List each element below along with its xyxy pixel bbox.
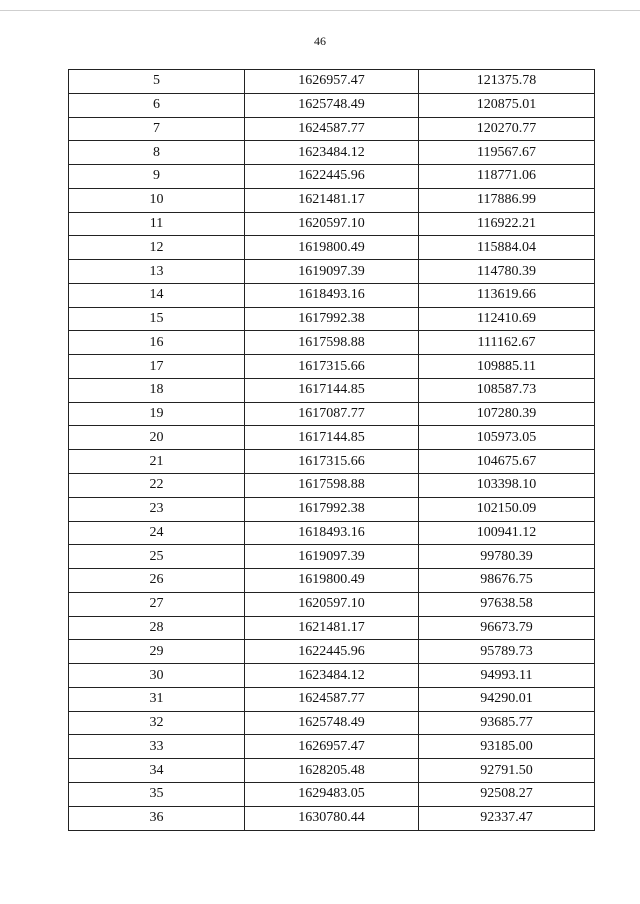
point-number-cell: 13 (69, 260, 245, 284)
y-coordinate-cell: 98676.75 (419, 569, 595, 593)
table-row (69, 70, 595, 94)
x-coordinate-cell: 1628205.48 (245, 759, 419, 783)
x-coordinate-cell: 1626957.47 (245, 735, 419, 759)
x-coordinate-cell: 1622445.96 (245, 165, 419, 189)
y-coordinate-cell: 95789.73 (419, 640, 595, 664)
page-number: 46 (314, 34, 326, 48)
point-number-cell: 28 (69, 616, 245, 640)
y-coordinate-cell: 113619.66 (419, 283, 595, 307)
point-number-cell: 22 (69, 474, 245, 498)
point-number-cell: 8 (69, 141, 245, 165)
x-coordinate-cell: 1617992.38 (245, 307, 419, 331)
y-coordinate-cell: 92791.50 (419, 759, 595, 783)
point-number-cell: 18 (69, 378, 245, 402)
y-coordinate-cell: 100941.12 (419, 521, 595, 545)
table-row (69, 616, 595, 640)
x-coordinate-cell: 1617144.85 (245, 426, 419, 450)
x-coordinate-cell: 1620597.10 (245, 592, 419, 616)
point-number-cell: 10 (69, 188, 245, 212)
point-number-cell: 31 (69, 687, 245, 711)
table-body (69, 70, 595, 831)
table-row (69, 188, 595, 212)
point-number-cell: 7 (69, 117, 245, 141)
y-coordinate-cell: 105973.05 (419, 426, 595, 450)
x-coordinate-cell: 1625748.49 (245, 93, 419, 117)
table-row (69, 212, 595, 236)
y-coordinate-cell: 120875.01 (419, 93, 595, 117)
top-border-line (0, 10, 640, 11)
table-row (69, 426, 595, 450)
table-row (69, 735, 595, 759)
table-row (69, 664, 595, 688)
point-number-cell: 6 (69, 93, 245, 117)
y-coordinate-cell: 102150.09 (419, 497, 595, 521)
x-coordinate-cell: 1630780.44 (245, 806, 419, 830)
table-row (69, 592, 595, 616)
y-coordinate-cell: 115884.04 (419, 236, 595, 260)
point-number-cell: 23 (69, 497, 245, 521)
point-number-cell: 24 (69, 521, 245, 545)
y-coordinate-cell: 93685.77 (419, 711, 595, 735)
y-coordinate-cell: 108587.73 (419, 378, 595, 402)
x-coordinate-cell: 1618493.16 (245, 521, 419, 545)
x-coordinate-cell: 1617598.88 (245, 474, 419, 498)
table-row (69, 569, 595, 593)
table-row (69, 402, 595, 426)
table-row (69, 711, 595, 735)
point-number-cell: 12 (69, 236, 245, 260)
x-coordinate-cell: 1626957.47 (245, 70, 419, 94)
x-coordinate-cell: 1619097.39 (245, 260, 419, 284)
point-number-cell: 26 (69, 569, 245, 593)
coordinates-table (68, 69, 595, 831)
y-coordinate-cell: 109885.11 (419, 355, 595, 379)
y-coordinate-cell: 99780.39 (419, 545, 595, 569)
table-row (69, 165, 595, 189)
point-number-cell: 11 (69, 212, 245, 236)
y-coordinate-cell: 92337.47 (419, 806, 595, 830)
point-number-cell: 33 (69, 735, 245, 759)
point-number-cell: 19 (69, 402, 245, 426)
x-coordinate-cell: 1617598.88 (245, 331, 419, 355)
y-coordinate-cell: 97638.58 (419, 592, 595, 616)
point-number-cell: 21 (69, 450, 245, 474)
y-coordinate-cell: 104675.67 (419, 450, 595, 474)
x-coordinate-cell: 1617144.85 (245, 378, 419, 402)
x-coordinate-cell: 1624587.77 (245, 687, 419, 711)
y-coordinate-cell: 117886.99 (419, 188, 595, 212)
x-coordinate-cell: 1618493.16 (245, 283, 419, 307)
point-number-cell: 16 (69, 331, 245, 355)
table-row (69, 283, 595, 307)
table-row (69, 236, 595, 260)
table-row (69, 117, 595, 141)
x-coordinate-cell: 1623484.12 (245, 664, 419, 688)
y-coordinate-cell: 121375.78 (419, 70, 595, 94)
table-row (69, 331, 595, 355)
point-number-cell: 9 (69, 165, 245, 189)
point-number-cell: 29 (69, 640, 245, 664)
y-coordinate-cell: 96673.79 (419, 616, 595, 640)
point-number-cell: 5 (69, 70, 245, 94)
x-coordinate-cell: 1629483.05 (245, 782, 419, 806)
y-coordinate-cell: 112410.69 (419, 307, 595, 331)
point-number-cell: 15 (69, 307, 245, 331)
point-number-cell: 27 (69, 592, 245, 616)
table-row (69, 474, 595, 498)
point-number-cell: 35 (69, 782, 245, 806)
y-coordinate-cell: 103398.10 (419, 474, 595, 498)
x-coordinate-cell: 1623484.12 (245, 141, 419, 165)
x-coordinate-cell: 1619097.39 (245, 545, 419, 569)
table-row (69, 141, 595, 165)
point-number-cell: 30 (69, 664, 245, 688)
x-coordinate-cell: 1617315.66 (245, 450, 419, 474)
point-number-cell: 17 (69, 355, 245, 379)
y-coordinate-cell: 93185.00 (419, 735, 595, 759)
point-number-cell: 20 (69, 426, 245, 450)
y-coordinate-cell: 94993.11 (419, 664, 595, 688)
y-coordinate-cell: 120270.77 (419, 117, 595, 141)
table-row (69, 687, 595, 711)
table-row (69, 497, 595, 521)
table-row (69, 355, 595, 379)
y-coordinate-cell: 114780.39 (419, 260, 595, 284)
x-coordinate-cell: 1622445.96 (245, 640, 419, 664)
y-coordinate-cell: 111162.67 (419, 331, 595, 355)
x-coordinate-cell: 1619800.49 (245, 569, 419, 593)
table-row (69, 521, 595, 545)
x-coordinate-cell: 1617315.66 (245, 355, 419, 379)
y-coordinate-cell: 118771.06 (419, 165, 595, 189)
y-coordinate-cell: 92508.27 (419, 782, 595, 806)
table-row (69, 307, 595, 331)
table-row (69, 759, 595, 783)
x-coordinate-cell: 1617992.38 (245, 497, 419, 521)
x-coordinate-cell: 1621481.17 (245, 616, 419, 640)
y-coordinate-cell: 119567.67 (419, 141, 595, 165)
table-row (69, 782, 595, 806)
point-number-cell: 34 (69, 759, 245, 783)
point-number-cell: 14 (69, 283, 245, 307)
table-row (69, 545, 595, 569)
y-coordinate-cell: 94290.01 (419, 687, 595, 711)
y-coordinate-cell: 116922.21 (419, 212, 595, 236)
x-coordinate-cell: 1617087.77 (245, 402, 419, 426)
table-row (69, 640, 595, 664)
y-coordinate-cell: 107280.39 (419, 402, 595, 426)
table-row (69, 450, 595, 474)
point-number-cell: 25 (69, 545, 245, 569)
x-coordinate-cell: 1624587.77 (245, 117, 419, 141)
x-coordinate-cell: 1621481.17 (245, 188, 419, 212)
x-coordinate-cell: 1620597.10 (245, 212, 419, 236)
x-coordinate-cell: 1619800.49 (245, 236, 419, 260)
point-number-cell: 32 (69, 711, 245, 735)
table-row (69, 260, 595, 284)
point-number-cell: 36 (69, 806, 245, 830)
x-coordinate-cell: 1625748.49 (245, 711, 419, 735)
table-row (69, 93, 595, 117)
table-row (69, 806, 595, 830)
table-row (69, 378, 595, 402)
